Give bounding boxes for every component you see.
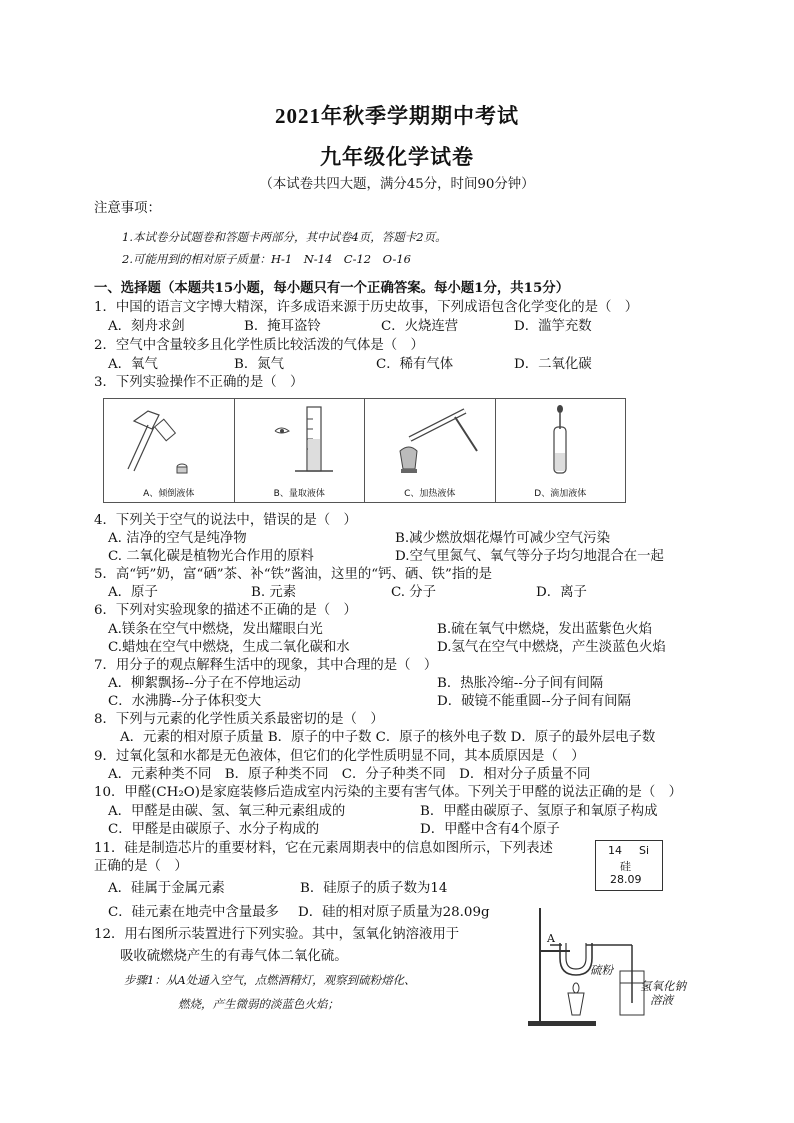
apparatus-label-sulfur: 硫粉 — [590, 963, 613, 977]
q10-option-d: D．甲醛中含有4个原子 — [420, 822, 560, 837]
exam-subtitle: （本试卷共四大题，满分45分，时间90分钟） — [259, 177, 535, 192]
section-heading: 一、选择题（本题共15小题，每小题只有一个正确答案。每小题1分，共15分） — [94, 280, 570, 296]
element-name: 硅 — [620, 860, 631, 873]
q1-option-c: C．火烧连营 — [381, 319, 459, 334]
element-mass: 28.09 — [610, 873, 642, 886]
q8-stem: 8．下列与元素的化学性质关系最密切的是（ ） — [94, 712, 384, 727]
q4-option-a: A. 洁净的空气是纯净物 — [108, 531, 247, 546]
note-2: 2.可能用到的相对原子质量：H-1 N-14 C-12 O-16 — [122, 252, 411, 266]
q11-option-d: D．硅的相对原子质量为28.09g — [298, 905, 490, 920]
notes-heading: 注意事项： — [94, 201, 161, 216]
q6-stem: 6．下列对实验现象的描述不正确的是（ ） — [94, 603, 357, 618]
q1-option-d: D．滥竽充数 — [514, 319, 592, 334]
q6-option-c: C.蜡烛在空气中燃烧，生成二氧化碳和水 — [108, 640, 350, 655]
q6-option-b: B.硫在氧气中燃烧，发出蓝紫色火焰 — [437, 622, 652, 637]
element-number: 14 — [608, 844, 622, 857]
q10-stem: 10．甲醛(CH₂O)是家庭装修后造成室内污染的主要有害气体。下列关于甲醛的说法正确的是（ ） — [94, 785, 682, 800]
paper-title: 九年级化学试卷 — [320, 145, 474, 169]
q6-option-d: D.氢气在空气中燃烧，产生淡蓝色火焰 — [437, 640, 666, 655]
q9-stem: 9．过氧化氢和水都是无色液体，但它们的化学性质明显不同，其本质原因是（ ） — [94, 749, 585, 764]
q1-stem: 1．中国的语言文字博大精深，许多成语来源于历史故事，下列成语包含化学变化的是（ ） — [94, 300, 639, 315]
q1-option-a: A．刻舟求剑 — [108, 319, 185, 334]
q1-option-b: B．掩耳盗铃 — [244, 319, 321, 334]
q11-option-c: C．硅元素在地壳中含量最多 — [108, 905, 279, 920]
figure-measuring-liquid — [235, 399, 366, 502]
q11-option-a: A．硅属于金属元素 — [108, 881, 225, 896]
q3-stem: 3．下列实验操作不正确的是（ ） — [94, 375, 304, 390]
q11-option-b: B．硅原子的质子数为14 — [300, 881, 448, 896]
q6-option-a: A.镁条在空气中燃烧，发出耀眼白光 — [108, 622, 323, 637]
q7-option-d: D．破镜不能重圆--分子间有间隔 — [437, 694, 631, 709]
q11-stem-line1: 11．硅是制造芯片的重要材料，它在元素周期表中的信息如图所示，下列表述 — [94, 841, 553, 856]
q2-option-b: B．氮气 — [234, 357, 285, 372]
caption-c: C、加热液体 — [404, 489, 456, 499]
q7-option-b: B．热胀冷缩--分子间有间隔 — [437, 676, 604, 691]
q4-option-c: C. 二氧化碳是植物光合作用的原料 — [108, 549, 314, 564]
lab-operations-figure — [103, 398, 626, 503]
q7-option-a: A．柳絮飘扬--分子在不停地运动 — [108, 676, 301, 691]
note-1: 1.本试卷分试题卷和答题卡两部分，其中试卷4页，答题卡2页。 — [122, 230, 447, 244]
q9-options: A．元素种类不同 B．原子种类不同 C．分子种类不同 D．相对分子质量不同 — [108, 767, 591, 782]
q10-option-b: B．甲醛由碳原子、氢原子和氧原子构成 — [420, 804, 658, 819]
caption-d: D、滴加液体 — [534, 489, 587, 499]
q12-step1-line1: 步骤1：从A处通入空气，点燃酒精灯，观察到硫粉熔化、 — [124, 973, 416, 987]
q7-stem: 7．用分子的观点解释生活中的现象，其中合理的是（ ） — [94, 658, 438, 673]
q10-option-a: A．甲醛是由碳、氢、氧三种元素组成的 — [108, 804, 346, 819]
caption-a: A、倾倒液体 — [143, 489, 195, 499]
q5-option-d: D．离子 — [536, 585, 587, 600]
q5-option-a: A．原子 — [108, 585, 158, 600]
apparatus-label-naoh-1: 氢氧化钠 — [640, 979, 686, 993]
q10-option-c: C．甲醛是由碳原子、水分子构成的 — [108, 822, 320, 837]
q4-option-d: D.空气里氮气、氧气等分子均匀地混合在一起 — [395, 549, 664, 564]
q2-option-c: C．稀有气体 — [376, 357, 454, 372]
q12-step1-line2: 燃烧，产生微弱的淡蓝色火焰； — [178, 997, 339, 1011]
q2-stem: 2．空气中含量较多且化学性质比较活泼的气体是（ ） — [94, 338, 424, 353]
element-card-silicon — [595, 840, 663, 891]
figure-dropping-liquid — [496, 399, 626, 502]
q11-stem-line2: 正确的是（ ） — [94, 859, 188, 874]
q2-option-a: A．氧气 — [108, 357, 158, 372]
q4-option-b: B.减少燃放烟花爆竹可减少空气污染 — [395, 531, 610, 546]
caption-b: B、量取液体 — [273, 489, 325, 499]
q5-option-b: B. 元素 — [251, 585, 297, 600]
figure-pouring-liquid — [104, 399, 235, 502]
q12-stem-line2: 吸收硫燃烧产生的有毒气体二氧化硫。 — [120, 949, 348, 964]
q5-option-c: C. 分子 — [391, 585, 437, 600]
q4-stem: 4．下列关于空气的说法中，错误的是（ ） — [94, 513, 357, 528]
element-symbol: Si — [639, 844, 650, 857]
q12-stem-line1: 12．用右图所示装置进行下列实验。其中，氢氧化钠溶液用于 — [94, 927, 460, 942]
q7-option-c: C．水沸腾--分子体积变大 — [108, 694, 262, 709]
apparatus-label-a: A — [547, 932, 555, 945]
q5-stem: 5．高“钙”奶，富“硒”茶、补“铁”酱油，这里的“钙、硒、铁”指的是 — [94, 567, 493, 582]
figure-heating-liquid — [365, 399, 496, 502]
q8-options: A．元素的相对原子质量 B．原子的中子数 C．原子的核外电子数 D．原子的最外层电子数 — [120, 730, 656, 745]
q2-option-d: D．二氧化碳 — [514, 357, 592, 372]
apparatus-label-naoh-2: 溶液 — [650, 993, 673, 1007]
exam-title: 2021年秋季学期期中考试 — [275, 104, 519, 128]
